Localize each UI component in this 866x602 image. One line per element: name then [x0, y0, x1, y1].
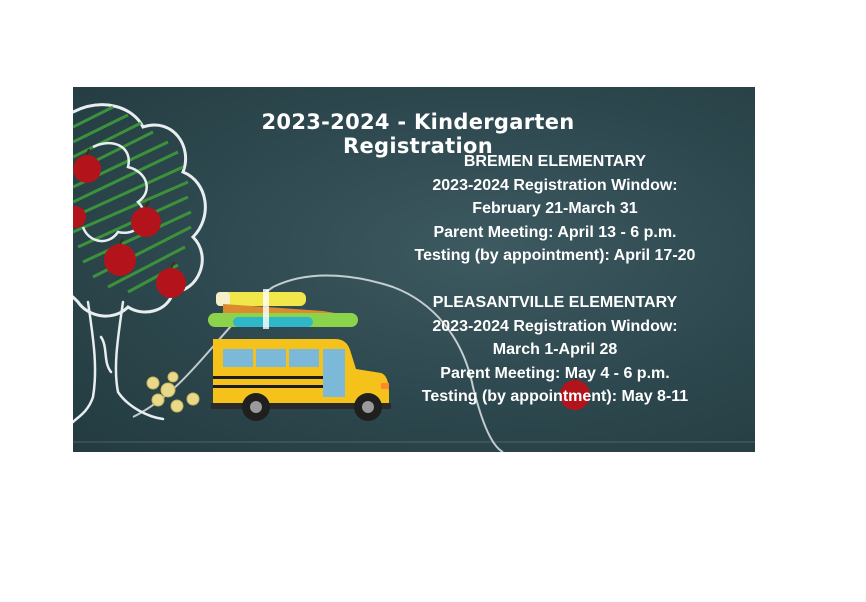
parent-meeting: Parent Meeting: May 4 - 6 p.m. — [440, 364, 670, 382]
school-bus — [211, 339, 391, 421]
school-name: BREMEN ELEMENTARY — [463, 153, 647, 170]
registration-window-dates: February 21-March 31 — [472, 200, 638, 217]
banner-title: 2023-2024 - Kindergarten Registration — [261, 110, 575, 158]
registration-banner — [73, 87, 755, 452]
pleasantville-school-info — [395, 291, 715, 409]
registration-window-dates: March 1-April 28 — [492, 341, 618, 358]
paper-balls — [147, 372, 199, 412]
apple-5 — [156, 262, 186, 298]
registration-window-label: 2023-2024 Registration Window: — [432, 317, 678, 335]
pencil-case-stack — [208, 289, 358, 329]
apple-4 — [104, 238, 136, 276]
school-name: PLEASANTVILLE ELEMENTARY — [432, 294, 678, 311]
testing-dates: Testing (by appointment): May 8-11 — [421, 388, 689, 405]
testing-dates: Testing (by appointment): April 17-20 — [414, 247, 696, 264]
parent-meeting: Parent Meeting: April 13 - 6 p.m. — [433, 223, 677, 241]
apple-2 — [73, 206, 86, 228]
registration-window-label: 2023-2024 Registration Window: — [432, 176, 678, 194]
tree-trunk — [73, 302, 163, 422]
bremen-school-info — [395, 150, 715, 268]
